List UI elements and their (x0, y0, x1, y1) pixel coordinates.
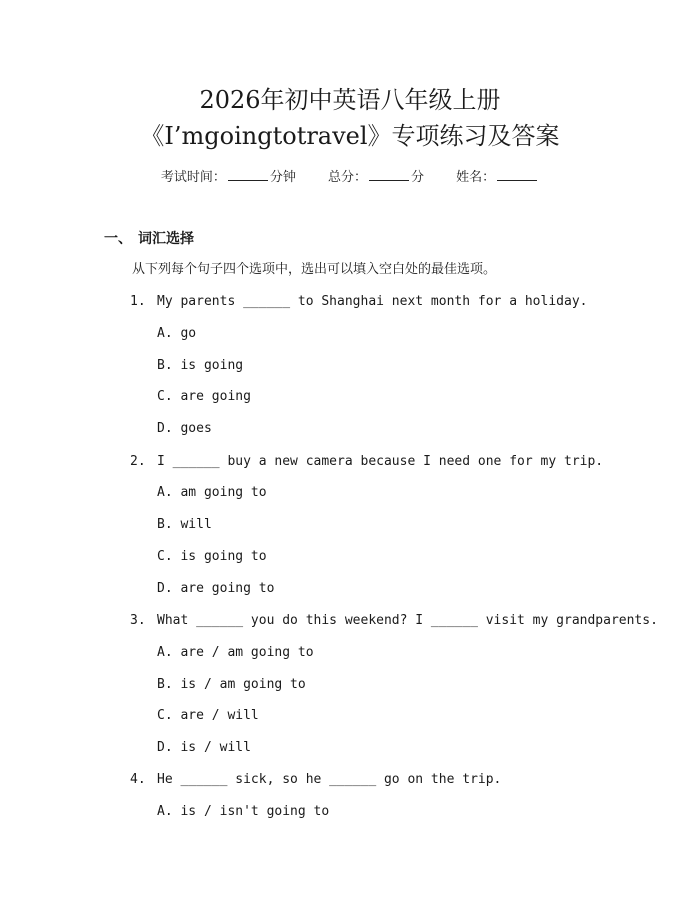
question-number: 2. (130, 454, 146, 469)
exam-time-field (161, 168, 296, 188)
exam-time-unit: 分钟 (269, 170, 296, 185)
section-heading (104, 229, 194, 249)
total-score-label: 总分： (327, 170, 367, 185)
option-3a: A. are / am going to (157, 645, 314, 660)
option-3c: C. are / will (157, 708, 259, 723)
name-label: 姓名： (456, 170, 496, 185)
question-2 (130, 452, 603, 472)
option-2d: D. are going to (157, 581, 275, 596)
option-2a: A. am going to (157, 485, 267, 500)
page-title-line2: 《I’mgoingtotravel》专项练习及答案 (140, 122, 560, 150)
section-instruction: 从下列每个句子四个选项中，选出可以填入空白处的最佳选项。 (132, 262, 497, 277)
exam-meta (0, 168, 700, 188)
option-1a: A. go (157, 326, 197, 341)
option-1c: C. are going (157, 389, 251, 404)
option-2c: C. is going to (157, 549, 267, 564)
option-1b: B. is going (157, 358, 244, 373)
name-blank (497, 168, 537, 181)
question-4 (130, 770, 501, 790)
question-1 (130, 292, 587, 312)
option-1d: D. goes (157, 421, 212, 436)
option-3b: B. is / am going to (157, 677, 306, 692)
name-field (456, 168, 539, 188)
question-number: 3. (130, 613, 146, 628)
question-number: 1. (130, 294, 146, 309)
section-title: 词汇选择 (138, 231, 194, 247)
exam-time-label: 考试时间： (160, 170, 226, 185)
question-text: I ______ buy a new camera because I need one for my trip. (157, 454, 604, 469)
question-3 (130, 611, 658, 631)
total-score-blank (369, 168, 409, 181)
option-2b: B. will (157, 517, 212, 532)
question-text: What ______ you do this weekend? I ______ visit my grandparents. (157, 613, 658, 628)
total-score-field (328, 168, 424, 188)
option-4a: A. is / isn't going to (157, 804, 330, 819)
section-number: 一、 (104, 231, 132, 247)
page-title-line1: 2026年初中英语八年级上册 (199, 86, 501, 114)
question-text: He ______ sick, so he ______ go on the trip. (157, 772, 502, 787)
exam-time-blank (228, 168, 268, 181)
total-score-unit: 分 (411, 170, 425, 185)
question-number: 4. (130, 772, 146, 787)
question-text: My parents ______ to Shanghai next month for a holiday. (157, 294, 588, 309)
option-3d: D. is / will (157, 740, 251, 755)
